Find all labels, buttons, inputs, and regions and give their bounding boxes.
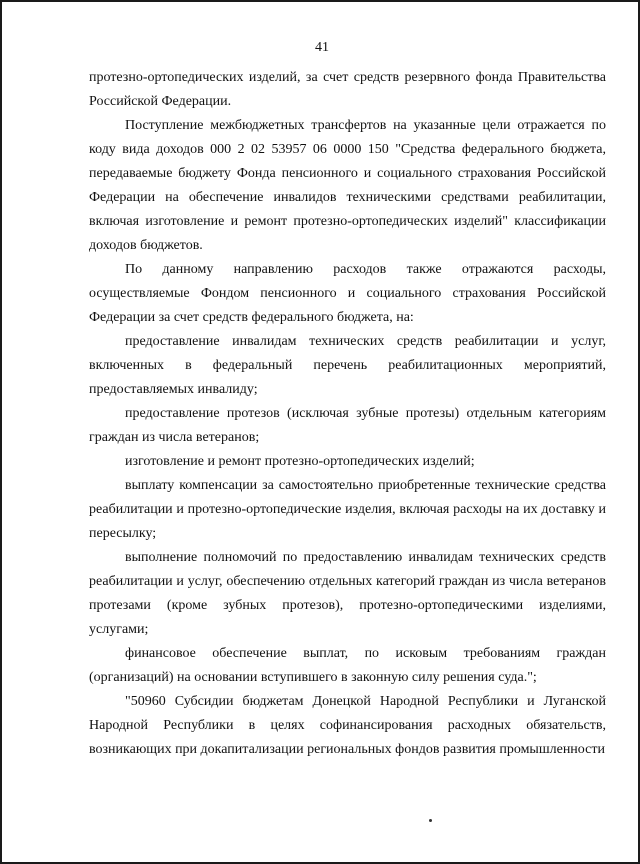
page-number: 41 bbox=[315, 40, 329, 55]
document-body bbox=[89, 66, 606, 762]
list-item-prostheses: предоставление протезов (исключая зубные протезы) отдельным категориям граждан из числа ветеранов; bbox=[89, 406, 606, 445]
list-item-manufacture: изготовление и ремонт протезно-ортопедических изделий; bbox=[125, 454, 475, 469]
list-item-powers: выполнение полномочий по предоставлению инвалидам технических средств реабилитации и услуг, обеспечению отдельных категорий граждан из числа ветеранов протезами (кроме зубных протезов), протезно-ортопедическими изделиями, услугами; bbox=[89, 550, 606, 637]
paragraph-continuation: протезно-ортопедических изделий, за счет средств резервного фонда Правительства Российской Федерации. bbox=[89, 70, 606, 109]
scan-speck bbox=[429, 819, 432, 822]
paragraph-subsidies-50960: "50960 Субсидии бюджетам Донецкой Народной Республики и Луганской Народной Республики в целях софинансирования расходных обязательств, возникающих при докапитализации региональных фондов развития промышленности bbox=[89, 694, 606, 757]
list-item-rehab-means: предоставление инвалидам технических средств реабилитации и услуг, включенных в федеральный перечень реабилитационных мероприятий, предоставляемых инвалиду; bbox=[89, 334, 606, 397]
list-item-compensation: выплату компенсации за самостоятельно приобретенные технические средства реабилитации и протезно-ортопедические изделия, включая расходы на их доставку и пересылку; bbox=[89, 478, 606, 541]
paragraph-expenses: По данному направлению расходов также отражаются расходы, осуществляемые Фондом пенсионного и социального страхования Российской Федерации за счет средств федерального бюджета, на: bbox=[89, 262, 606, 325]
list-item-financing: финансовое обеспечение выплат, по исковым требованиям граждан (организаций) на основании вступившего в законную силу решения суда."; bbox=[89, 646, 606, 685]
paragraph-transfers: Поступление межбюджетных трансфертов на указанные цели отражается по коду вида доходов 000 2 02 53957 06 0000 150 "Средства федерального бюджета, передаваемые бюджету Фонда пенсионного и социального страхования Российской Федерации на обеспечение инвалидов техническими средствами реабилитации, включая изготовление и ремонт протезно-ортопедических изделий" классификации доходов бюджетов. bbox=[89, 118, 606, 253]
